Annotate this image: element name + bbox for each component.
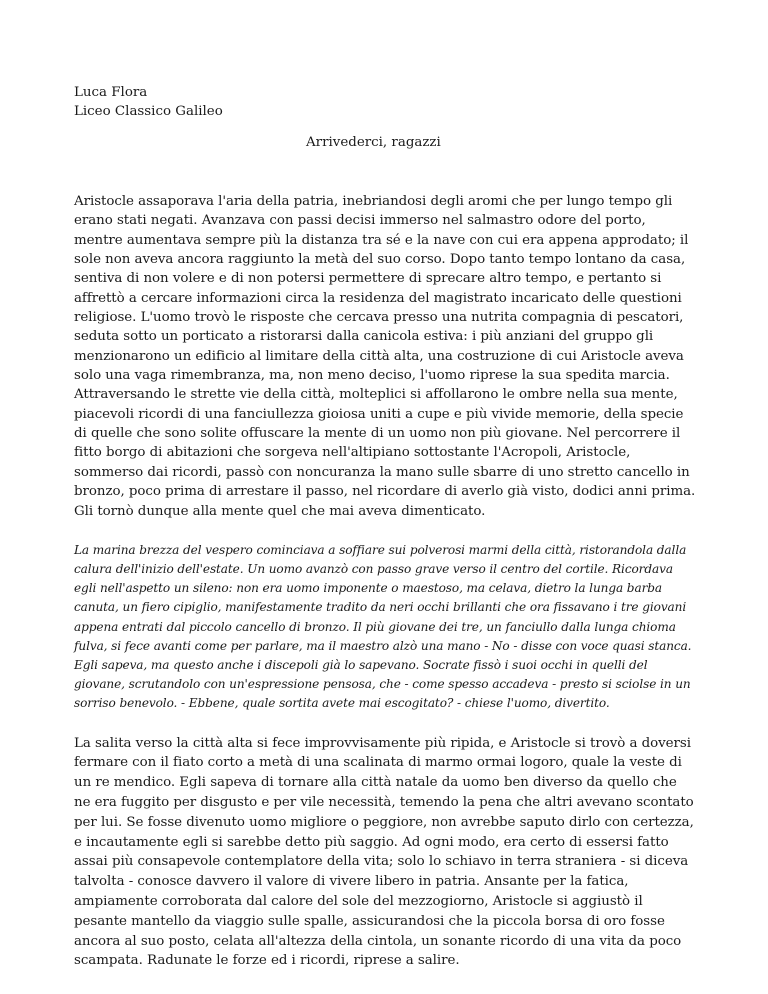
- italic-flashback: La marina brezza del vespero cominciava a soffiare sui polverosi marmi della città, ristorandola dalla calura dell'inizio dell'estate. Un uomo avanzò con passo grave verso il centro del cortile. Ricordava egli nell'aspetto un sileno: non era uomo imponente o maestoso, ma celava, dietro la lunga barba canuta, un fiero cipiglio, manifestamente tradito da neri occhi brillanti che ora fissavano i tre giovani appena entrati dal piccolo cancello di bronzo. Il più giovane dei tre, un fanciullo dalla lunga chioma fulva, si fece avanti come per parlare, ma il maestro alzò una mano - No - disse con voce quasi stanca. Egli sapeva, ma questo anche i discepoli già lo sapevano. Socrate fissò i suoi occhi in quelli del giovane, scrutandolo con un'espressione pensosa, che - come spesso accadeva - presto si sciolse in un sorriso benevolo. - Ebbene, quale sortita avete mai escogitato? - chiese l'uomo, divertito.: [74, 542, 692, 711]
- document-title: Arrivederci, ragazzi: [306, 135, 441, 150]
- author-name: Luca Flora: [74, 85, 148, 100]
- paragraph-1a: Aristocle assaporava l'aria della patria, inebriandosi degli aromi che per lungo tempo gli erano stati negati. Avanzava con passi decisi immerso nel salmastro odore del porto, mentre aumentava sempre più la distanza tra sé e la nave con cui era appena approdato; il sole non aveva ancora raggiunto la metà del suo corso. Dopo tanto tempo lontano da casa, sentiva di non volere e di non potersi permettere di sprecare altro tempo, e pertanto si affrettò a cercare informazioni circa la residenza del magistrato incaricato delle questioni religiose. L'uomo trovò le risposte che cercava presso una nutrita compagnia di pescatori, seduta sotto un porticato a ristorarsi dalla canicola estiva: i più anziani del gruppo gli menzionarono un edificio al limitare della città alta, una costruzione di cui Aristocle aveva solo una vaga rimembranza, ma, non meno deciso, l'uomo riprese la sua spedita marcia.: [74, 194, 689, 384]
- document-page: [74, 83, 696, 971]
- school-name: Liceo Classico Galileo: [74, 104, 223, 119]
- paragraph-1b: Attraversando le strette vie della città, molteplici si affollarono le ombre nella sua mente, piacevoli ricordi di una fanciullezza gioiosa uniti a cupe e più vivide memorie, della specie di quelle che sono solite offuscare la mente di un uomo non più giovane. Nel percorrere il fitto borgo di abitazioni che sorgeva nell'altipiano sottostante l'Acropoli, Aristocle, sommerso dai ricordi, passò con noncuranza la mano sulle sbarre di uno stretto cancello in bronzo, poco prima di arrestare il passo, nel ricordare di averlo già visto, dodici anni prima. Gli tornò dunque alla mente quel che mai aveva dimenticato.: [74, 387, 696, 519]
- paragraph-closing: La salita verso la città alta si fece improvvisamente più ripida, e Aristocle si trovò a doversi fermare con il fiato corto a metà di una scalinata di marmo ormai logoro, quale la veste di un re mendico. Egli sapeva di tornare alla città natale da uomo ben diverso da quello che ne era fuggito per disgusto e per vile necessità, temendo la pena che altri avevano scontato per lui. Se fosse divenuto uomo migliore o peggiore, non avrebbe saputo dirlo con certezza, e incautamente egli si sarebbe detto più saggio. Ad ogni modo, era certo di essersi fatto assai più consapevole contemplatore della vita; solo lo schiavo in terra straniera - si diceva talvolta - conosce davvero il valore di vivere libero in patria. Ansante per la fatica, ampiamente corroborata dal calore del sole del mezzogiorno, Aristocle si aggiustò il pesante mantello da viaggio sulle spalle, assicurandosi che la piccola borsa di oro fosse ancora al suo posto, celata all'altezza della cintola, un sonante ricordo di una vita da poco scampata. Radunate le forze ed i ricordi, riprese a salire.: [74, 735, 694, 969]
- story-body: [74, 192, 696, 971]
- paragraph-opening: [74, 192, 696, 521]
